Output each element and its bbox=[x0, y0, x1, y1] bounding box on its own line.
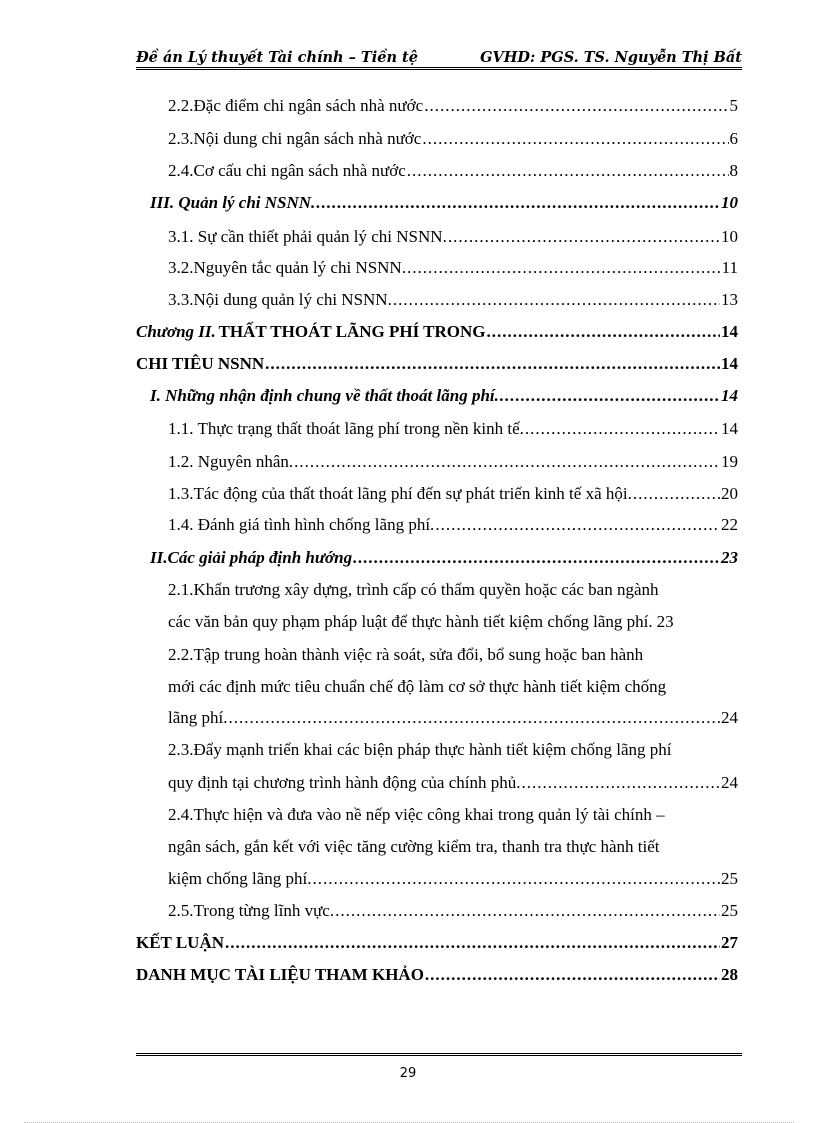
leader-dots bbox=[448, 226, 720, 248]
toc-entry-page: 27 bbox=[721, 933, 738, 952]
toc-entry[interactable] bbox=[168, 451, 738, 473]
toc-entry-chapter[interactable] bbox=[136, 964, 738, 986]
toc-entry-line: 2.4.Thực hiện và đưa vào nề nếp việc công khai trong quản lý tài chính – bbox=[168, 805, 665, 824]
toc-entry-page: 5 bbox=[729, 96, 738, 115]
toc-entry-chapter[interactable] bbox=[136, 932, 738, 954]
toc-entry-page: 10 bbox=[721, 193, 738, 212]
leader-dots bbox=[294, 451, 720, 473]
toc-entry-title: 2.3.Nội dung chi ngân sách nhà nước bbox=[168, 129, 422, 148]
toc-entry-page: 23 bbox=[656, 612, 674, 631]
toc-entry-page: 11 bbox=[721, 258, 738, 277]
leader-dots bbox=[500, 385, 720, 407]
toc-entry-page: 20 bbox=[721, 484, 738, 503]
leader-dots bbox=[229, 707, 721, 729]
leader-dots bbox=[521, 772, 720, 794]
toc-entry-line: 2.3.Đẩy mạnh triển khai các biện pháp thực hành tiết kiệm chống lãng phí bbox=[168, 740, 672, 759]
leader-dots bbox=[425, 964, 720, 986]
toc-entry-page: 13 bbox=[721, 290, 738, 309]
leader-dots bbox=[407, 160, 729, 182]
toc-entry-title: 3.1. Sự cần thiết phải quản lý chi NSNN. bbox=[168, 227, 447, 246]
toc-entry-title: I. Những nhận định chung về thất thoát lãng phí. bbox=[150, 386, 499, 405]
toc-entry-title: 1.1. Thực trạng thất thoát lãng phí trong nền kinh tế. bbox=[168, 419, 524, 438]
toc-entry-page: 24 bbox=[721, 773, 738, 792]
page-header bbox=[136, 44, 742, 70]
toc-entry-page: 6 bbox=[729, 129, 738, 148]
leader-dots bbox=[407, 257, 721, 279]
toc-entry[interactable] bbox=[150, 547, 738, 569]
toc-entry-title: quy định tại chương trình hành động của chính phủ. bbox=[168, 773, 521, 792]
toc-entry[interactable] bbox=[168, 868, 738, 890]
toc-entry[interactable] bbox=[168, 514, 738, 536]
toc-entry[interactable] bbox=[168, 418, 738, 440]
header-supervisor: GVHD: PGS. TS. Nguyễn Thị Bất bbox=[480, 49, 742, 66]
toc-entry-line: 2.1.Khẩn trương xây dựng, trình cấp có thẩm quyền hoặc các ban ngành bbox=[168, 580, 659, 599]
leader-dots bbox=[422, 128, 728, 150]
toc-entry-page: 25 bbox=[721, 869, 738, 888]
toc-entry[interactable] bbox=[168, 128, 738, 150]
toc-entry-chapter[interactable] bbox=[136, 321, 738, 343]
toc-entry-line: 2.2.Tập trung hoàn thành việc rà soát, sửa đổi, bổ sung hoặc ban hành bbox=[168, 645, 644, 664]
leader-dots bbox=[393, 289, 720, 311]
toc-entry-title: KẾT LUẬN bbox=[136, 933, 225, 952]
toc-entry-title: 3.3.Nội dung quản lý chi NSNN. bbox=[168, 290, 392, 309]
toc-entry[interactable] bbox=[168, 772, 738, 794]
leader-dots bbox=[225, 932, 720, 954]
toc-entry[interactable] bbox=[168, 707, 738, 729]
footer-rule bbox=[136, 1053, 742, 1056]
toc-entry-page: 23 bbox=[721, 548, 738, 567]
toc-entry-title: 3.2.Nguyên tắc quản lý chi NSNN. bbox=[168, 258, 406, 277]
toc-entry[interactable] bbox=[150, 192, 738, 214]
leader-dots bbox=[313, 868, 720, 890]
page-number: 29 bbox=[399, 1066, 417, 1081]
toc-entry-title: 1.4. Đánh giá tình hình chống lãng phí. bbox=[168, 515, 435, 534]
leader-dots bbox=[633, 483, 720, 505]
leader-dots bbox=[353, 547, 720, 569]
toc-entry-title: 2.4.Cơ cấu chi ngân sách nhà nước bbox=[168, 161, 406, 180]
leader-dots bbox=[316, 192, 720, 214]
toc-entry-page: 14 bbox=[721, 322, 738, 341]
toc-entry-title: III. Quản lý chi NSNN. bbox=[150, 193, 316, 212]
toc-entry[interactable] bbox=[168, 483, 738, 505]
toc-entry-title: các văn bản quy phạm pháp luật để thực hành tiết kiệm chống lãng phí. bbox=[168, 612, 653, 631]
toc-entry-title: 2.2.Đặc điểm chi ngân sách nhà nước bbox=[168, 96, 424, 115]
toc-entry-page: 25 bbox=[721, 901, 738, 920]
header-course-title: Đề án Lý thuyết Tài chính – Tiền tệ bbox=[136, 49, 418, 66]
toc-entry-line: ngân sách, gắn kết với việc tăng cường kiểm tra, thanh tra thực hành tiết bbox=[168, 837, 660, 856]
toc-entry-title: DANH MỤC TÀI LIỆU THAM KHẢO bbox=[136, 965, 424, 984]
toc-entry[interactable] bbox=[168, 160, 738, 182]
toc-entry-page: 14 bbox=[721, 354, 738, 373]
toc-entry[interactable] bbox=[168, 611, 738, 633]
leader-dots bbox=[335, 900, 720, 922]
toc-entry[interactable] bbox=[168, 900, 738, 922]
toc-entry-page: 28 bbox=[721, 965, 738, 984]
chapter-label: Chương II. bbox=[136, 322, 216, 341]
toc-entry[interactable] bbox=[168, 226, 738, 248]
toc-entry[interactable] bbox=[168, 289, 738, 311]
toc-entry-title: II.Các giải pháp định hướng bbox=[150, 548, 353, 567]
leader-dots bbox=[424, 95, 728, 117]
toc-entry-page: 14 bbox=[721, 386, 738, 405]
leader-dots bbox=[265, 353, 720, 375]
toc-entry-page: 14 bbox=[721, 419, 738, 438]
toc-entry-page: 22 bbox=[721, 515, 738, 534]
toc-entry-title: 1.2. Nguyên nhân. bbox=[168, 452, 294, 471]
toc-entry-title: 2.5.Trong từng lĩnh vực. bbox=[168, 901, 335, 920]
toc-entry-title: lãng phí. bbox=[168, 708, 228, 727]
toc-entry-line: mới các định mức tiêu chuẩn chế độ làm cơ sở thực hành tiết kiệm chống bbox=[168, 677, 667, 696]
toc-entry-title: 1.3.Tác động của thất thoát lãng phí đến sự phát triển kinh tế xã hội. bbox=[168, 484, 632, 503]
toc-entry-page: 10 bbox=[721, 227, 738, 246]
header-rule bbox=[136, 67, 742, 70]
toc-entry-page: 24 bbox=[721, 708, 738, 727]
toc-entry[interactable] bbox=[168, 95, 738, 117]
leader-dots bbox=[525, 418, 720, 440]
toc-entry-page: 8 bbox=[729, 161, 738, 180]
toc-entry-title: CHI TIÊU NSNN bbox=[136, 354, 265, 373]
toc-entry-chapter[interactable] bbox=[136, 353, 738, 375]
leader-dots bbox=[487, 321, 720, 343]
toc-entry[interactable] bbox=[168, 257, 738, 279]
leader-dots bbox=[435, 514, 720, 536]
toc-entry-title: kiệm chống lãng phí. bbox=[168, 869, 312, 888]
toc-entry-title: THẤT THOÁT LÃNG PHÍ TRONG bbox=[218, 322, 486, 341]
toc-entry-page: 19 bbox=[721, 452, 738, 471]
toc-entry[interactable] bbox=[150, 385, 738, 407]
